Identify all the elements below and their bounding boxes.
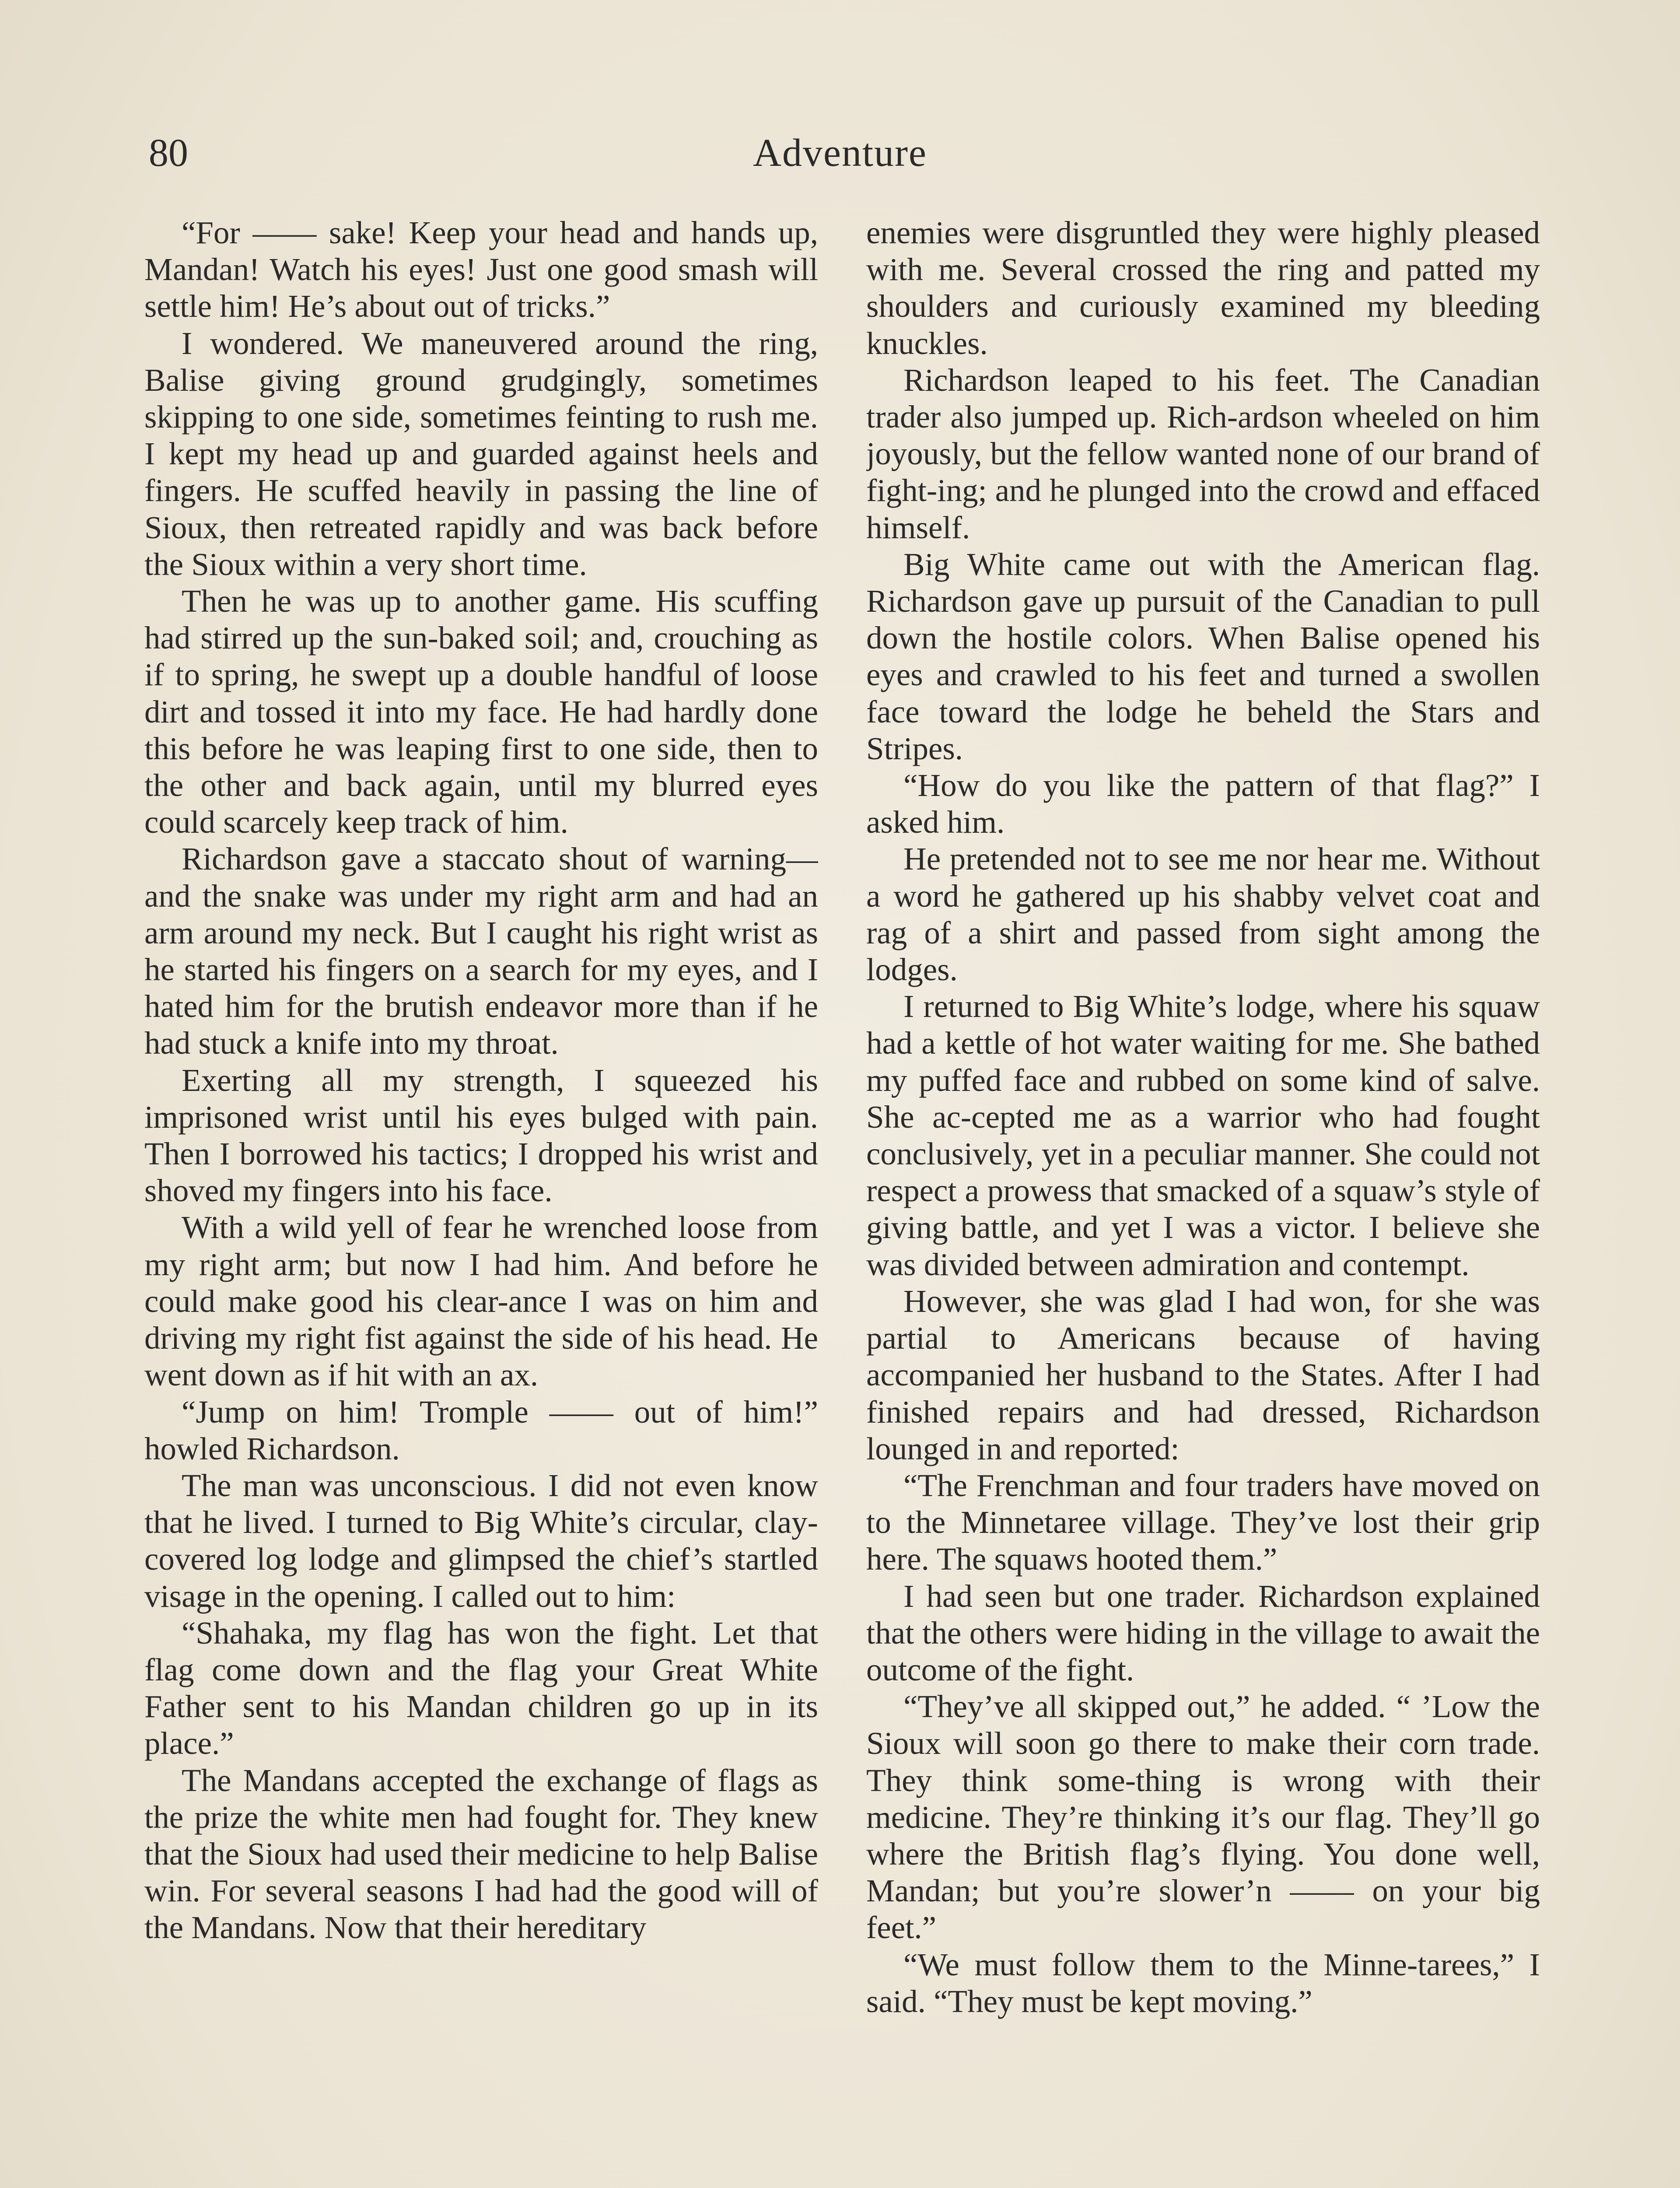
paragraph: I returned to Big White’s lodge, where his squaw had a kettle of hot water waiting for me. She bathed my puffed face and rubbed on some kind of salve. She ac-cepted me as a warrior who had fought conclusively, yet in a peculiar manner. She could not respect a prowess that smacked of a squaw’s style of giving battle, and yet I was a victor. I believe she was divided between admiration and contempt. [866,989,1540,1282]
paragraph: Then he was up to another game. His scuffing had stirred up the sun-baked soil; and, crouching as if to spring, he swept up a double handful of loose dirt and tossed it into my face. He had hardly done this before he was leaping first to one side, then to the other and back again, until my blurred eyes could scarcely keep track of him. [144,583,818,840]
paragraph: I wondered. We maneuvered around the ring, Balise giving ground grudgingly, sometimes skipping to one side, sometimes feinting to rush me. I kept my head up and guarded against heels and fingers. He scuffed heavily in passing the line of Sioux, then retreated rapidly and was back before the Sioux within a very short time. [144,325,818,582]
paragraph: enemies were disgruntled they were highly pleased with me. Several crossed the ring and patted my shoulders and curiously examined my bleeding knuckles. [866,215,1540,361]
paragraph: The Mandans accepted the exchange of flags as the prize the white men had fought for. They knew that the Sioux had used their medicine to help Balise win. For several seasons I had had the good will of the Mandans. Now that their hereditary [144,1762,818,1946]
paragraph: “We must follow them to the Minne-tarees,” I said. “They must be kept moving.” [866,1946,1540,2019]
paragraph: With a wild yell of fear he wrenched loose from my right arm; but now I had him. And before he could make good his clear-ance I was on him and driving my right fist against the side of his head. He went down as if hit with an ax. [144,1210,818,1393]
page-number: 80 [149,131,188,175]
paragraph: “The Frenchman and four traders have moved on to the Minnetaree village. They’ve lost their grip here. The squaws hooted them.” [866,1467,1540,1577]
paragraph: “Jump on him! Tromple —— out of him!” howled Richardson. [144,1394,818,1466]
paragraph: He pretended not to see me nor hear me. Without a word he gathered up his shabby velvet coat and rag of a shirt and passed from sight among the lodges. [866,841,1540,988]
paragraph: Big White came out with the American flag. Richardson gave up pursuit of the Canadian to pull down the hostile colors. When Balise opened his eyes and crawled to his feet and turned a swollen face toward the lodge he beheld the Stars and Stripes. [866,546,1540,766]
paragraph: Richardson leaped to his feet. The Canadian trader also jumped up. Rich-ardson wheeled on him joyously, but the fellow wanted none of our brand of fight-ing; and he plunged into the crowd and effaced himself. [866,362,1540,545]
text-columns [144,214,1540,2188]
paragraph: Exerting all my strength, I squeezed his imprisoned wrist until his eyes bulged with pain. Then I borrowed his tactics; I dropped his wrist and shoved my fingers into his face. [144,1062,818,1209]
running-head: Adventure [753,131,927,175]
paragraph: Richardson gave a staccato shout of warning—and the snake was under my right arm and had an arm around my neck. But I caught his right wrist as he started his fingers on a search for my eyes, and I hated him for the brutish endeavor more than if he had stuck a knife into my throat. [144,841,818,1061]
paragraph: “For —— sake! Keep your head and hands up, Mandan! Watch his eyes! Just one good smash will settle him! He’s about out of tricks.” [144,215,818,324]
left-column [144,214,818,2188]
paragraph: I had seen but one trader. Richardson explained that the others were hiding in the village to await the outcome of the fight. [866,1578,1540,1687]
paragraph: “How do you like the pattern of that flag?” I asked him. [866,768,1540,840]
paragraph: “Shahaka, my flag has won the fight. Let that flag come down and the flag your Great White Father sent to his Mandan children go up in its place.” [144,1615,818,1761]
paragraph: However, she was glad I had won, for she was partial to Americans because of having accompanied her husband to the States. After I had finished repairs and had dressed, Richardson lounged in and reported: [866,1283,1540,1466]
paragraph: “They’ve all skipped out,” he added. “ ’Low the Sioux will soon go there to make their corn trade. They think some-thing is wrong with their medicine. They’re thinking it’s our flag. They’ll go where the British flag’s flying. You done well, Mandan; but you’re slower’n —— on your big feet.” [866,1689,1540,1946]
page-header [149,127,1531,179]
paragraph: The man was unconscious. I did not even know that he lived. I turned to Big White’s circular, clay-covered log lodge and glimpsed the chief’s startled visage in the opening. I called out to him: [144,1467,818,1614]
right-column [866,214,1540,2188]
